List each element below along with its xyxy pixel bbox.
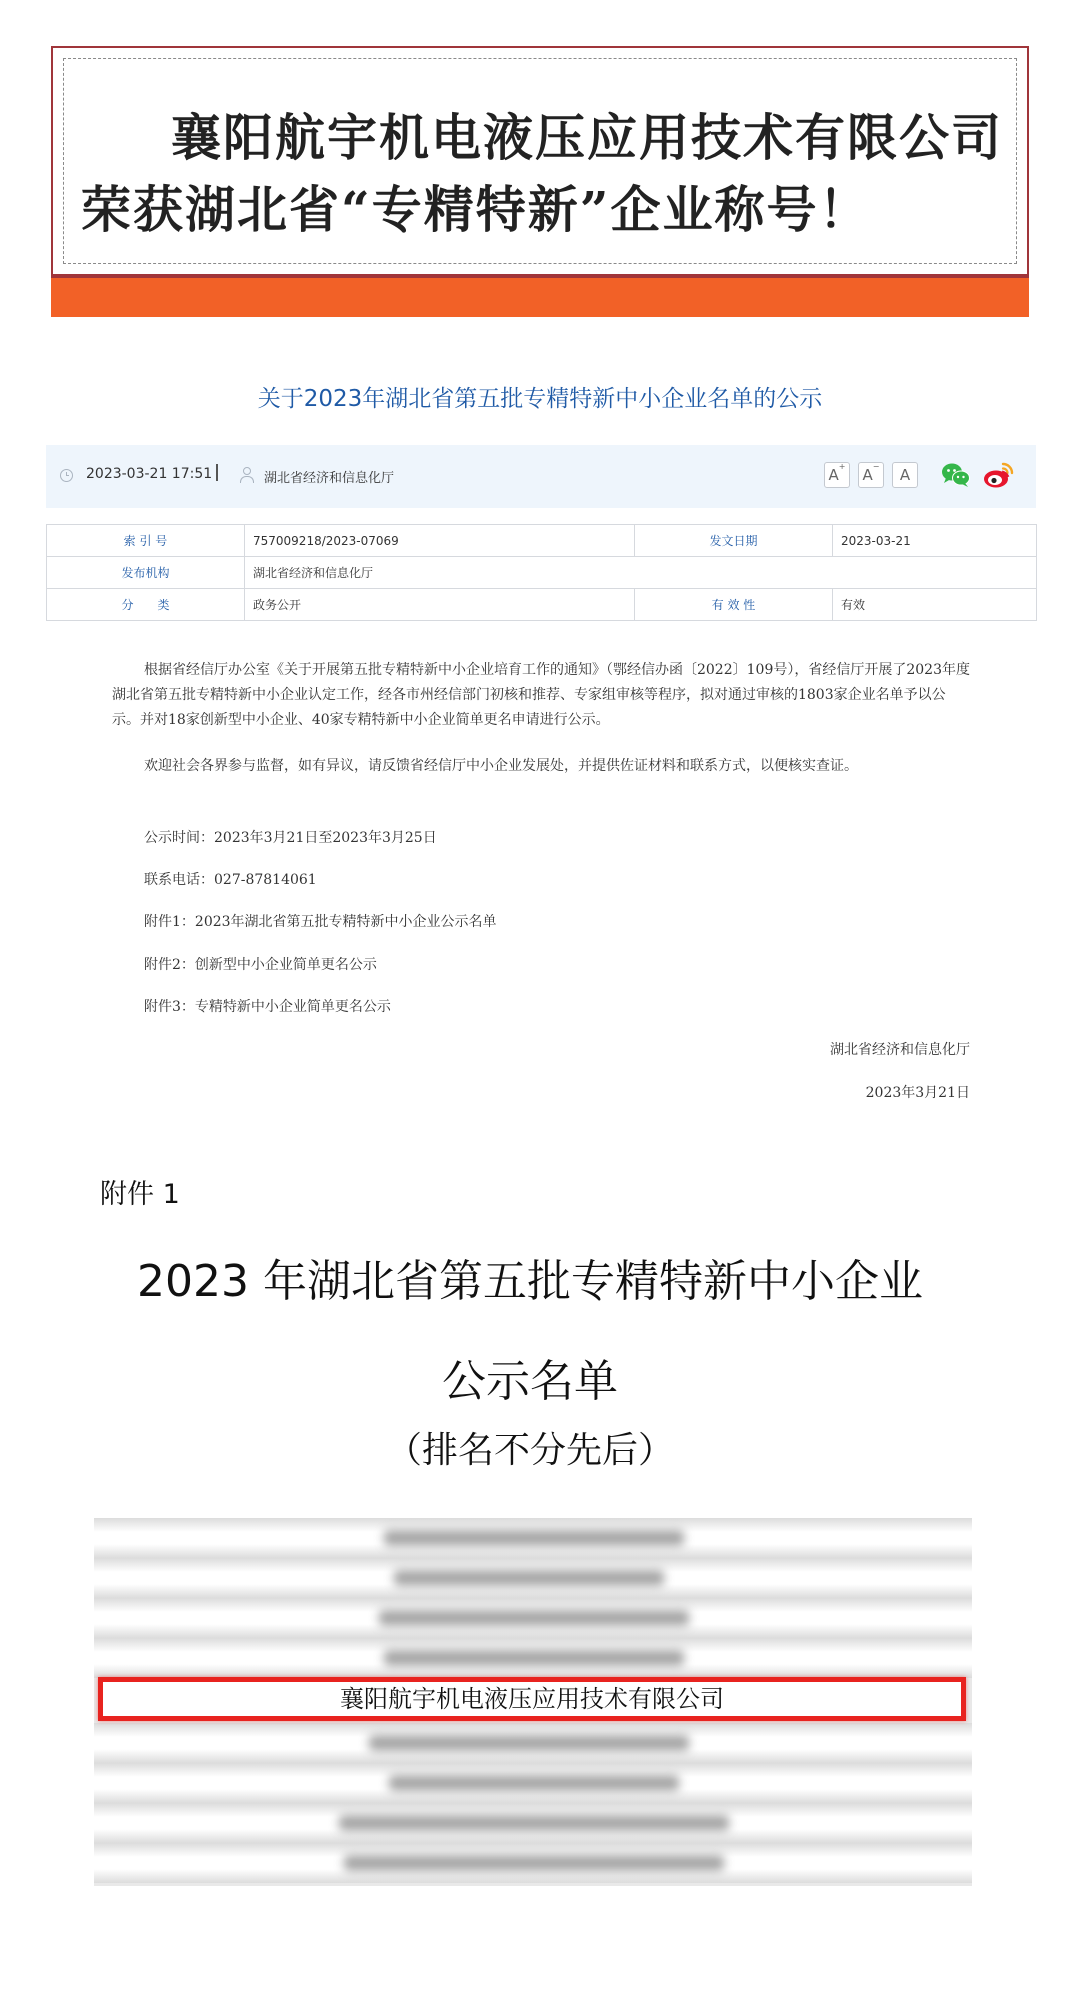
blurred-list-row (94, 1763, 972, 1803)
font-size-medium-button[interactable] (858, 462, 884, 488)
validity-value: 有效 (833, 589, 1037, 621)
blurred-company-name (394, 1570, 664, 1586)
info-row-index (47, 525, 1037, 557)
blurred-company-name (384, 1650, 684, 1666)
banner-frame (51, 46, 1029, 276)
font-medium-letter: A (862, 466, 873, 484)
validity-label: 有 效 性 (635, 589, 833, 621)
index-number-label: 索 引 号 (47, 525, 245, 557)
blurred-company-name (339, 1815, 729, 1831)
blurred-company-name (344, 1855, 724, 1871)
blurred-list-row (94, 1638, 972, 1678)
signature-org: 湖北省经济和信息化厅 (830, 1042, 970, 1058)
blurred-list-row (94, 1558, 972, 1598)
body-paragraph-1: 根据省经信厅办公室《关于开展第五批专精特新中小企业培育工作的通知》（鄂经信办函〔2022〕109号），省经信厅开展了2023年度湖北省第五批专精特新中小企业认定工作，经各市州经信部门初核和推荐、专家组审核等程序，拟对通过审核的1803家企业名单予以公示。并对18家创新型中小企业、40家专精特新中小企业简单更名申请进行公示。 (112, 662, 970, 728)
blurred-company-name (369, 1735, 689, 1751)
info-row-category (47, 589, 1037, 621)
blurred-list-row (94, 1598, 972, 1638)
category-label: 分 类 (47, 589, 245, 621)
contact-phone: 联系电话：027-87814061 (144, 872, 317, 888)
category-value: 政务公开 (245, 589, 635, 621)
publish-source: 湖北省经济和信息化厅 (264, 471, 395, 486)
wechat-icon[interactable] (941, 462, 971, 488)
article-meta-bar (46, 445, 1036, 508)
publicity-period: 公示时间：2023年3月21日至2023年3月25日 (144, 830, 437, 846)
blurred-list-row (94, 1723, 972, 1763)
blurred-company-name (389, 1775, 679, 1791)
blurred-company-name (384, 1530, 684, 1546)
document-info-table (46, 524, 1037, 621)
source-person-icon (239, 467, 253, 483)
blurred-list-row (94, 1803, 972, 1843)
font-size-large-button[interactable] (824, 462, 850, 488)
issue-date-value: 2023-03-21 (833, 525, 1037, 557)
meta-divider (216, 464, 218, 481)
attachment-title-line-1: 2023 年湖北省第五批专精特新中小企业 (137, 1256, 923, 1307)
body-paragraph-2: 欢迎社会各界参与监督，如有异议，请反馈省经信厅中小企业发展处，并提供佐证材料和联系方式，以便核实查证。 (144, 758, 858, 774)
font-small-letter: A (899, 466, 911, 484)
attachment-link-2[interactable]: 附件2：创新型中小企业简单更名公示 (144, 957, 377, 973)
title-banner (51, 46, 1029, 317)
blurred-company-name (379, 1610, 689, 1626)
info-row-issuer (47, 557, 1037, 589)
article-title: 关于2023年湖北省第五批专精特新中小企业名单的公示 (257, 386, 823, 412)
attachment-title-line-2: 公示名单 (442, 1356, 618, 1407)
issuer-label: 发布机构 (47, 557, 245, 589)
issuer-value: 湖北省经济和信息化厅 (245, 557, 1037, 589)
blurred-list-row (94, 1843, 972, 1883)
publish-date: 2023-03-21 17:51 (86, 466, 213, 482)
banner-title-line-1: 襄阳航宇机电液压应用技术有限公司 (171, 108, 1003, 167)
font-plus-mark: + (838, 462, 846, 471)
attachment-link-1[interactable]: 附件1：2023年湖北省第五批专精特新中小企业公示名单 (144, 914, 497, 930)
weibo-icon[interactable] (983, 460, 1015, 490)
font-large-letter: A (828, 466, 839, 484)
font-minus-mark: − (872, 462, 880, 471)
company-list-scan (94, 1518, 972, 1886)
banner-orange-bar (51, 276, 1029, 317)
attachment-order-note: （排名不分先后） (385, 1430, 674, 1471)
index-number-value: 757009218/2023-07069 (245, 525, 635, 557)
banner-title-line-2: 荣获湖北省“专精特新”企业称号！ (81, 180, 871, 239)
issue-date-label: 发文日期 (635, 525, 833, 557)
attachment-label: 附件 1 (100, 1179, 180, 1210)
highlighted-company-row: 襄阳航宇机电液压应用技术有限公司 (98, 1677, 966, 1721)
signature-date: 2023年3月21日 (865, 1085, 970, 1101)
attachment-link-3[interactable]: 附件3：专精特新中小企业简单更名公示 (144, 999, 391, 1015)
font-size-small-button[interactable] (892, 462, 918, 488)
clock-icon (60, 469, 73, 482)
blurred-list-row (94, 1518, 972, 1558)
